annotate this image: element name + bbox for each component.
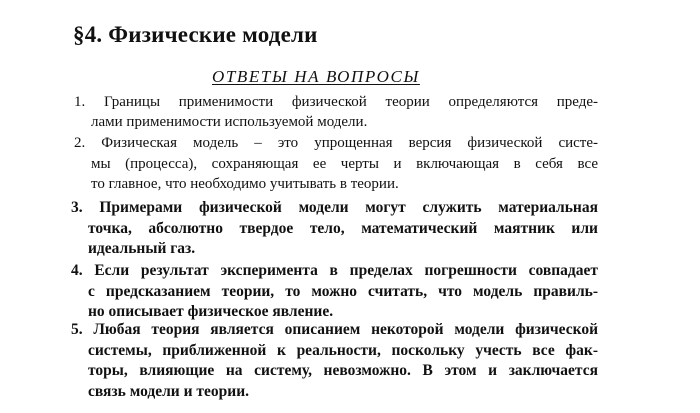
answer-5-line-2: системы, приближенной к реальности, поскольку учесть все фак- — [88, 341, 598, 359]
answer-2-line-3: то главное, что необходимо учитывать в теории. — [91, 176, 399, 192]
answer-5-line-3: торы, влияющие на систему, невозможно. В этом и заключается — [88, 362, 598, 379]
answer-3-line-2: точка, абсолютно твердое тело, математический маятник или — [88, 219, 598, 237]
answer-4-line-3: но описывает физическое явление. — [88, 303, 334, 320]
section-title: §4. Физические модели — [73, 22, 318, 47]
answer-4-line-1: 4. Если результат эксперимента в пределах погрешности совпадает — [71, 262, 598, 279]
answer-3 — [71, 198, 598, 260]
answer-2-line-1: 2. Физическая модель – это упрощенная версия физической систе- — [74, 135, 598, 151]
answers-heading: ОТВЕТЫ НА ВОПРОСЫ — [212, 67, 420, 86]
answer-5-line-4: связь модели и теории. — [88, 382, 250, 400]
answer-4-line-2: с предсказанием теории, то можно считать, что модель правиль- — [88, 282, 598, 300]
answer-3-line-3: идеальный газ. — [88, 240, 196, 257]
answer-2-line-2: мы (процесса), сохраняющая ее черты и включающая в себя все — [91, 155, 598, 172]
answer-1-line-1: 1. Границы применимости физической теории определяются преде- — [74, 94, 598, 110]
answer-3-line-1: 3. Примерами физической модели могут служить материальная — [71, 199, 598, 216]
answer-2 — [74, 133, 598, 195]
answer-1 — [74, 92, 598, 132]
answer-5-line-1: 5. Любая теория является описанием некоторой модели физической — [71, 321, 598, 338]
answer-4 — [71, 261, 598, 323]
answer-5 — [71, 320, 598, 402]
answer-1-line-2: лами применимости используемой модели. — [91, 114, 368, 130]
